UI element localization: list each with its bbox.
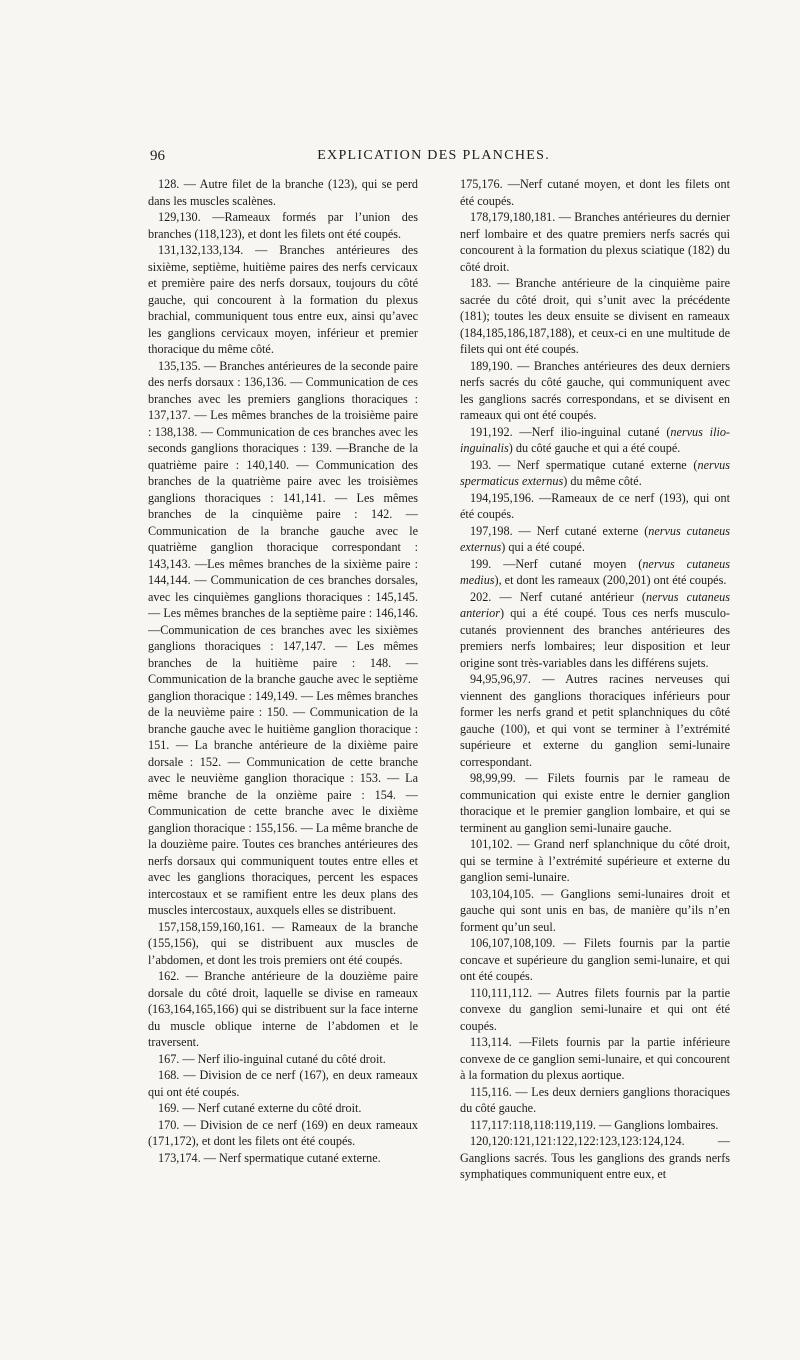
paragraph: 120,120:121,121:122,122:123,123:124,124. — Ganglions sacrés. Tous les ganglions des grands nerfs symphatiques communiquent entre eux, et <box>460 1134 730 1181</box>
paragraph: 168. — Division de ce nerf (167), en deux rameaux qui ont été coupés. <box>148 1068 418 1099</box>
latin-term: nervus cutaneus medius <box>460 556 730 587</box>
paragraph <box>460 589 730 672</box>
text-run: ) qui a été coupé. Tous ces nerfs musculo-cutanés proviennent des branches antérieures des premiers nerfs lombaires; leur disposition et leur origine sont très-variables dans les différens sujets. <box>460 606 730 670</box>
page-number: 96 <box>150 148 165 164</box>
paragraph: 98,99,99. — Filets fournis par le rameau de communication qui existe entre le dernier ganglion thoracique et le premier ganglion lombaire, et qui se terminent au ganglion semi-lunaire gauche. <box>460 771 730 835</box>
paragraph: 194,195,196. —Rameaux de ce nerf (193), qui ont été coupés. <box>460 490 730 521</box>
paragraph: 101,102. — Grand nerf splanchnique du côté droit, qui se termine à l’extrémité supérieure et externe du ganglion semi-lunaire. <box>460 837 730 884</box>
latin-term: nervus ilio-inguinalis <box>460 424 730 455</box>
latin-term: nervus cutaneus externus <box>460 523 730 554</box>
paragraph: 178,179,180,181. — Branches antérieures du dernier nerf lombaire et des quatre premiers nerfs sacrés qui concourent à la formation du plexus sciatique (182) du côté droit. <box>460 210 730 274</box>
text-run: ) du même côté. <box>563 474 642 488</box>
text-run: 191,192. —Nerf ilio-inguinal cutané ( <box>470 424 671 439</box>
paragraph: 115,116. — Les deux derniers ganglions thoraciques du côté gauche. <box>460 1084 730 1115</box>
paragraph <box>460 556 730 589</box>
paragraph: 173,174. — Nerf spermatique cutané externe. <box>158 1150 381 1165</box>
paragraph: 135,135. — Branches antérieures de la seconde paire des nerfs dorsaux : 136,136. — Communication de ces branches avec les premiers ganglions thoraciques : 137,137. — Les mêmes branches de la troisième paire : 138,138. — Communication de ces branches avec les seconds ganglions thoraciques : 139. —Branche de la quatrième paire : 140,140. — Communication des branches de la quatrième paire avec les troisièmes ganglions thoraciques : 141,141. — Les mêmes branches de la cinquième paire : 142. — Communication de la branche gauche avec le quatrième ganglion thoracique correspondant : 143,143. —Les mêmes branches de la sixième paire : 144,144. — Communication de ces branches dorsales, avec les cinquièmes ganglions thoraciques : 145,145. — Les mêmes branches de la septième paire : 146,146. —Communication de ces branches avec les sixièmes ganglions thoraciques : 147,147. — Les mêmes branches de la huitième paire : 148. — Communication de la branche gauche avec le septième ganglion thoracique : 149,149. — Les mêmes branches de la neuvième paire : 150. — Communication de la branche gauche avec le huitième ganglion thoracique : 151. — La branche antérieure de la dixième paire dorsale : 152. — Communication de cette branche avec le neuvième ganglion thoracique : 153. — La même branche de la onzième paire : 154. — Communication de cette branche avec le dixième ganglion thoracique : 155,156. — La même branche de la douzième paire. Toutes ces branches antérieures des nerfs dorsaux qui communiquent toutes entre elles et avec les ganglions thoraciques, percent les espaces intercostaux et se ramifient entre les deux plans des muscles intercostaux, auxquels elles se distribuent. <box>148 358 418 917</box>
paragraph: 129,130. —Rameaux formés par l’union des branches (118,123), et dont les filets ont été coupés. <box>148 210 418 241</box>
paragraph: 113,114. —Filets fournis par la partie inférieure convexe de ce ganglion semi-lunaire, et qui concourent à la formation du plexus aortique. <box>460 1035 730 1082</box>
left-column <box>148 176 418 1196</box>
text-run: 193. — Nerf spermatique cutané externe ( <box>470 457 698 472</box>
paragraph <box>460 424 730 457</box>
latin-term: nervus spermaticus externus <box>460 457 730 488</box>
paragraph: 106,107,108,109. — Filets fournis par la partie concave et supérieure du ganglion semi-lunaire, et qui ont été coupés. <box>460 936 730 983</box>
text-run: ) du côté gauche et qui a été coupé. <box>508 441 681 455</box>
paragraph: 162. — Branche antérieure de la douzième paire dorsale du côté droit, laquelle se divise en rameaux (163,164,165,166) qui se distribuent sur la face interne du muscle oblique interne de l’abdomen et le traversent. <box>148 969 418 1049</box>
paragraph: 167. — Nerf ilio-inguinal cutané du côté droit. <box>158 1051 386 1066</box>
page-header <box>150 148 550 166</box>
paragraph: 170. — Division de ce nerf (169) en deux rameaux (171,172), et dont les filets ont été coupés. <box>148 1117 418 1148</box>
text-run: 199. —Nerf cutané moyen ( <box>470 556 643 571</box>
latin-term: nervus cutaneus anterior <box>460 589 730 620</box>
paragraph: 94,95,96,97. — Autres racines nerveuses qui viennent des ganglions thoraciques inférieurs pour former les nerfs grand et petit splanchniques du côté gauche (100), et qui vont se terminer à l’extrémité supérieure et externe du ganglion semi-lunaire correspondant. <box>460 672 730 769</box>
paragraph: 131,132,133,134. — Branches antérieures des sixième, septième, huitième paires des nerfs cervicaux et première paire des nerfs dorsaux, toujours du côté gauche, qui concourent à la formation du plexus brachial, communiquent tous entre eux, ainsi qu’avec les ganglions cervicaux moyen, inférieur et premier thoracique du même côté. <box>148 243 418 356</box>
paragraph: 103,104,105. — Ganglions semi-lunaires droit et gauche qui sont unis en bas, de manière qu’ils n’en forment qu’un seul. <box>460 886 730 934</box>
paragraph <box>460 523 730 556</box>
paragraph: 128. — Autre filet de la branche (123), qui se perd dans les muscles scalènes. <box>148 177 418 208</box>
paragraph: 110,111,112. — Autres filets fournis par la partie convexe du ganglion semi-lunaire et qui ont été coupés. <box>460 985 730 1033</box>
text-run: ), et dont les rameaux (200,201) ont été coupés. <box>494 573 727 587</box>
paragraph: 117,117:118,118:119,119. — Ganglions lombaires. <box>470 1117 719 1132</box>
text-run: ) qui a été coupé. <box>501 540 585 554</box>
paragraph <box>460 457 730 490</box>
right-column <box>460 176 730 1196</box>
paragraph: 169. — Nerf cutané externe du côté droit. <box>158 1101 362 1115</box>
paragraph: 175,176. —Nerf cutané moyen, et dont les filets ont été coupés. <box>460 177 730 208</box>
running-title: EXPLICATION DES PLANCHES. <box>317 148 550 163</box>
text-run: 202. — Nerf cutané antérieur ( <box>470 589 646 604</box>
paragraph: 157,158,159,160,161. — Rameaux de la branche (155,156), qui se distribuent aux muscles de l’abdomen, et dont les trois premiers ont été coupés. <box>148 919 418 967</box>
text-run: 197,198. — Nerf cutané externe ( <box>470 523 649 538</box>
paragraph: 189,190. — Branches antérieures des deux derniers nerfs sacrés du côté gauche, qui communiquent avec les ganglions sacrés correspondans, et se divisent en rameaux qui ont été coupés. <box>460 358 730 422</box>
paragraph: 183. — Branche antérieure de la cinquième paire sacrée du côté droit, qui s’unit avec la précédente (181); toutes les deux ensuite se divisent en rameaux (184,185,186,187,188), et ceux-ci en une multitude de filets qui ont été coupés. <box>460 276 730 356</box>
